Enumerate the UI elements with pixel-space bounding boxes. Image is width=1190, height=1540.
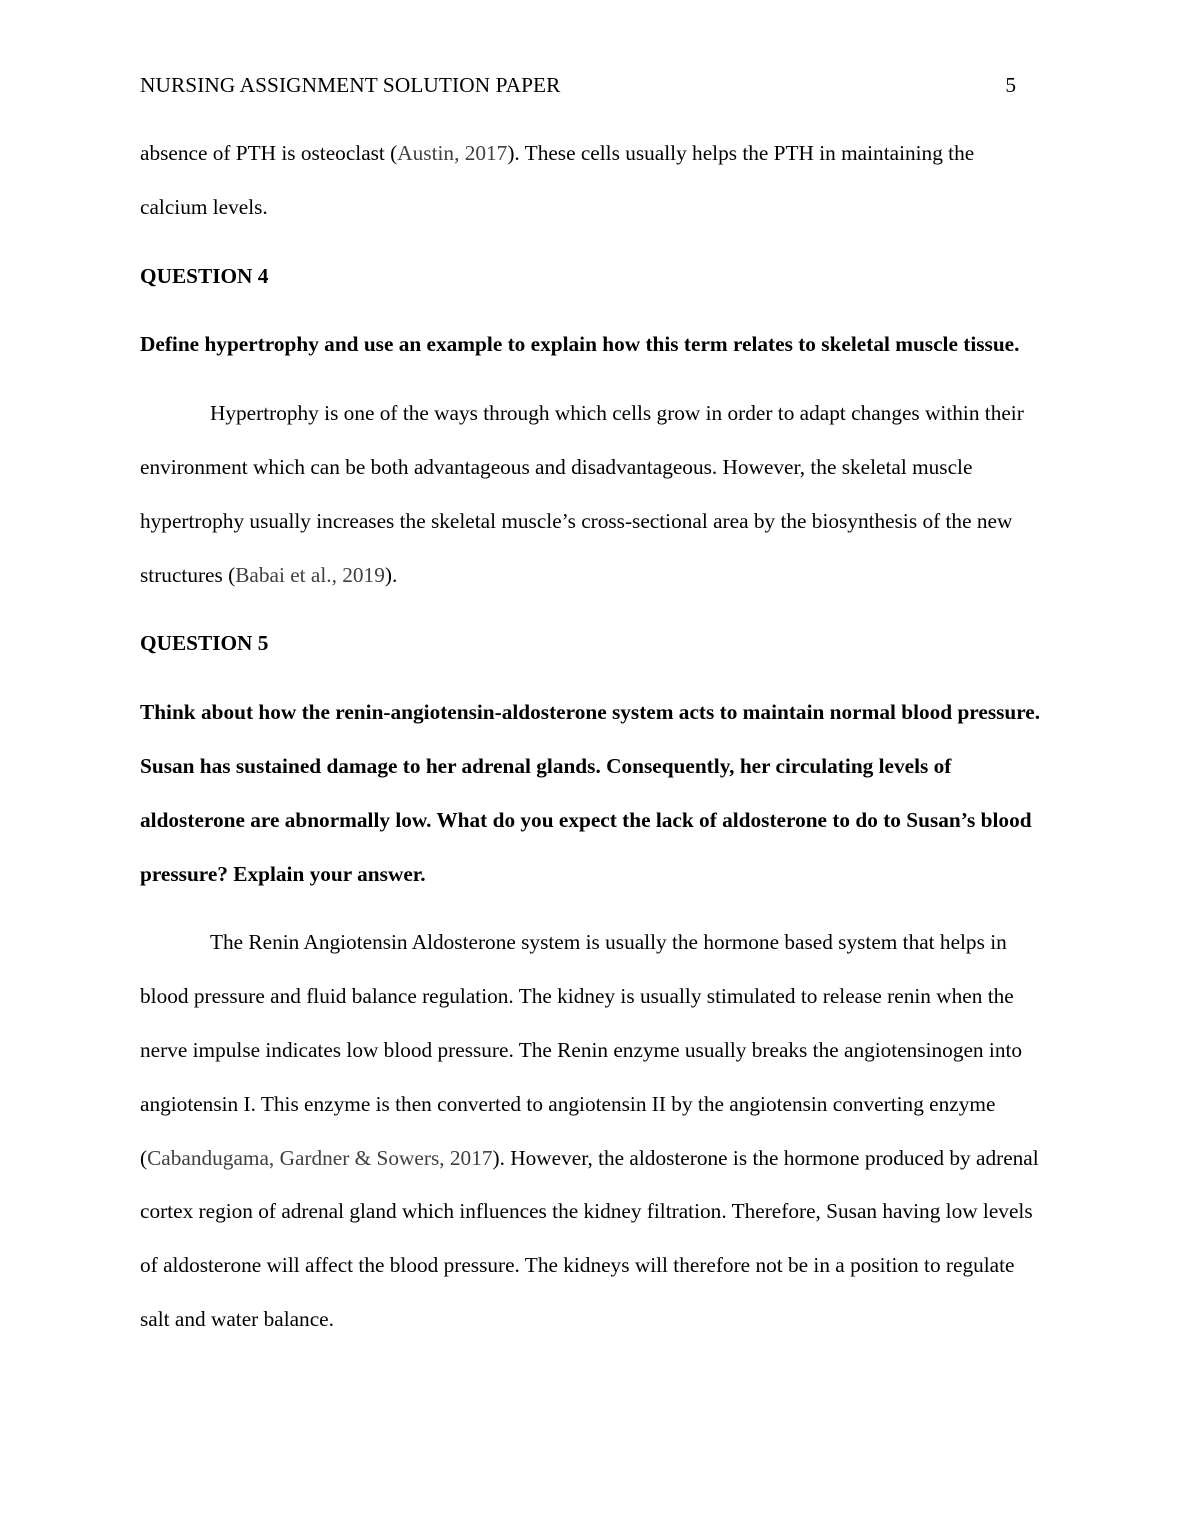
question-5-heading: QUESTION 5 [140,631,269,656]
citation-austin: Austin, 2017 [397,141,508,165]
question-4-prompt: Define hypertrophy and use an example to explain how this term relates to skeletal muscle tissue. [140,332,1020,357]
question-5-prompt: Think about how the renin-angiotensin-aldosterone system acts to maintain normal blood pressure. Susan has sustained damage to her adrenal glands. Consequently, her circulating levels of aldosterone are abnormally low. What do you expect the lack of aldosterone to do to Susan’s blood pressure? Explain your answer. [140,700,1041,886]
q5-answer-after: ). However, the aldosterone is the hormone produced by adrenal cortex region of adrenal gland which influences the kidney filtration. Therefore, Susan having low levels of aldosterone will affect the blood pressure. The kidneys will therefore not be in a position to regulate salt and water balance. [140,1145,1039,1331]
continuation-text-before: absence of PTH is osteoclast ( [140,141,398,165]
page-number: 5 [1005,73,1016,97]
continuation-text-after: ). These cells usually helps the PTH in maintaining the calcium levels. [140,141,975,219]
q4-answer-before: Hypertrophy is one of the ways through which cells grow in order to adapt changes within their environment which can be both advantageous and disadvantageous. However, the skeletal muscle hypertrophy usually increases the skeletal muscle’s cross-sectional area by the biosynthesis of the new structures ( [140,401,1024,587]
header-title: NURSING ASSIGNMENT SOLUTION PAPER [140,73,561,97]
citation-babai: Babai et al., 2019 [235,562,385,587]
question-4-heading: QUESTION 4 [140,263,269,288]
continuation-paragraph [140,127,1045,235]
document-body [140,127,1045,1347]
citation-cabandugama: Cabandugama, Gardner & Sowers, 2017 [147,1145,493,1170]
q4-answer-after: ). [384,562,398,587]
q5-answer-before: The Renin Angiotensin Aldosterone system is usually the hormone based system that helps in blood pressure and fluid balance regulation. The kidney is usually stimulated to release renin when the nerve impulse indicates low blood pressure. The Renin enzyme usually breaks the angiotensinogen into angiotensin I. This enzyme is then converted to angiotensin II by the angiotensin converting enzyme ( [140,930,1023,1170]
question-4-answer [140,387,1045,602]
question-5-answer [140,916,1045,1346]
running-header [140,70,1016,100]
